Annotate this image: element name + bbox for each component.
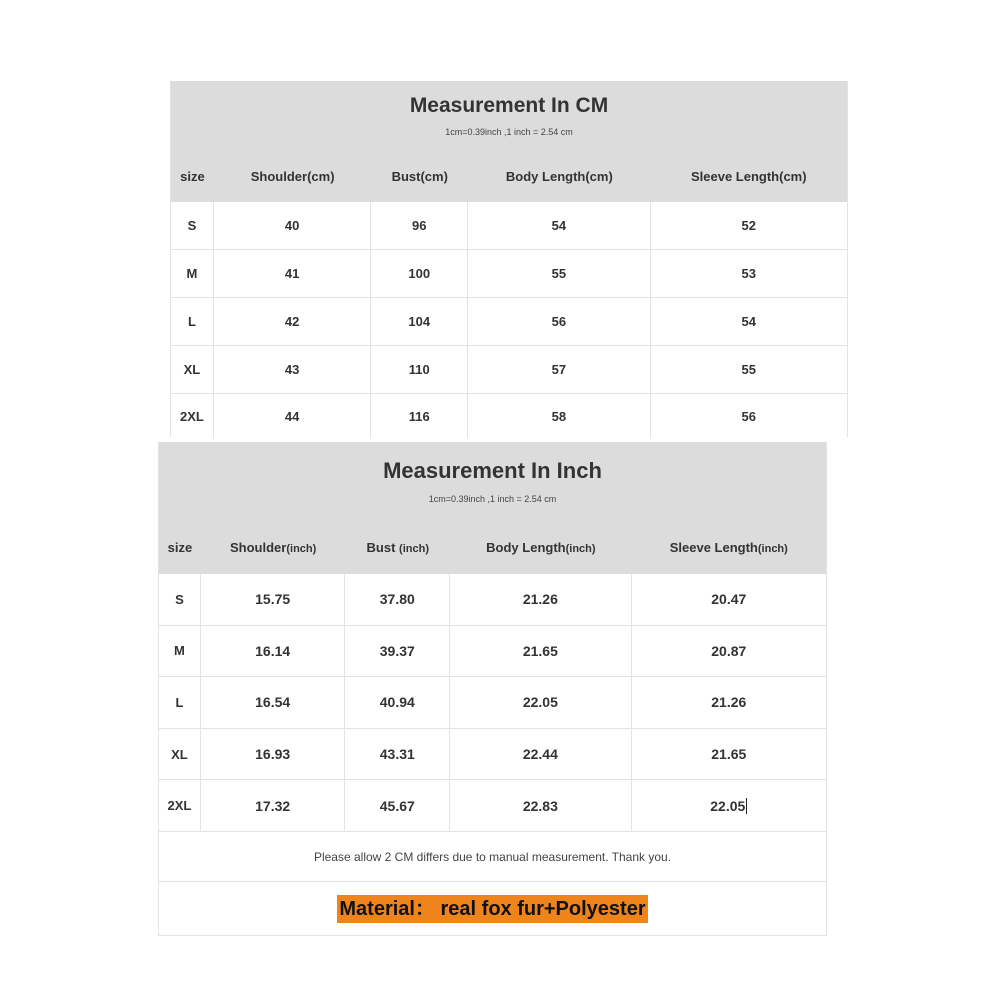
col-header-body-length <box>450 536 631 560</box>
table-row <box>159 626 826 678</box>
bust-cell: 100 <box>371 250 468 297</box>
body-length-cell: 57 <box>468 346 650 393</box>
sleeve-length-cell <box>632 780 826 831</box>
bust-cell: 39.37 <box>345 626 450 677</box>
size-cell: XL <box>171 346 214 393</box>
size-cell: S <box>171 202 214 249</box>
table-row <box>171 346 847 394</box>
bust-cell: 40.94 <box>345 677 450 728</box>
material-row <box>159 882 826 936</box>
body-length-cell: 55 <box>468 250 650 297</box>
col-header-size-label: size <box>167 540 193 555</box>
sleeve-length-cell: 20.87 <box>711 642 747 659</box>
col-header-body-length-unit: (inch) <box>565 543 596 555</box>
table-row <box>159 729 826 781</box>
body-length-cell: 58 <box>468 394 650 438</box>
shoulder-cell: 17.32 <box>201 780 346 831</box>
shoulder-cell: 16.14 <box>201 626 346 677</box>
sleeve-length-cell: 52 <box>741 218 757 233</box>
inch-measurement-table <box>158 442 827 936</box>
size-cell: M <box>159 626 201 677</box>
bust-cell: 37.80 <box>345 574 450 625</box>
table-row <box>159 780 826 832</box>
shoulder-cell: 43 <box>214 346 372 393</box>
sleeve-length-cell: 20.47 <box>711 591 747 608</box>
body-length-cell: 56 <box>468 298 650 345</box>
inch-table-subtitle: 1cm=0.39inch ,1 inch = 2.54 cm <box>428 494 557 504</box>
body-length-cell: 22.83 <box>450 780 631 831</box>
shoulder-cell: 16.54 <box>201 677 346 728</box>
col-header-shoulder-unit: (inch) <box>286 543 317 555</box>
cm-table-header <box>171 81 847 202</box>
bust-cell: 116 <box>371 394 468 438</box>
col-header-sleeve-length-unit: (inch) <box>757 543 788 555</box>
size-cell: L <box>159 677 201 728</box>
body-length-cell: 54 <box>468 202 650 249</box>
table-row <box>171 202 847 250</box>
col-header-size: size <box>180 169 205 184</box>
table-row <box>159 677 826 729</box>
bust-cell: 104 <box>371 298 468 345</box>
bust-cell: 110 <box>371 346 468 393</box>
col-header-shoulder <box>201 536 346 560</box>
material-label: Material： real fox fur+Polyester <box>337 895 647 923</box>
cm-column-headers <box>171 165 847 189</box>
size-cell: S <box>159 574 201 625</box>
measurement-note: Please allow 2 CM differs due to manual measurement. Thank you. <box>159 832 826 882</box>
shoulder-cell: 41 <box>214 250 372 297</box>
cm-table-title: Measurement In CM <box>409 94 609 117</box>
col-header-shoulder-label: Shoulder <box>230 540 287 555</box>
sleeve-length-cell: 56 <box>741 408 757 424</box>
table-row <box>159 574 826 626</box>
body-length-cell: 22.44 <box>450 729 631 780</box>
col-header-body-length-label: Body Length <box>486 540 566 555</box>
sleeve-length-cell: 53 <box>741 266 757 281</box>
col-header-shoulder: Shoulder(cm) <box>250 169 335 184</box>
shoulder-cell: 42 <box>214 298 372 345</box>
size-cell: 2XL <box>159 780 201 831</box>
col-header-sleeve-length: Sleeve Length(cm) <box>690 169 807 184</box>
body-length-cell: 21.65 <box>450 626 631 677</box>
inch-column-headers <box>159 536 826 560</box>
table-row <box>171 394 847 438</box>
shoulder-cell: 16.93 <box>201 729 346 780</box>
col-header-sleeve-length <box>632 536 826 560</box>
col-header-sleeve-length-label: Sleeve Length <box>669 540 758 555</box>
sleeve-length-cell: 55 <box>741 362 757 377</box>
shoulder-cell: 44 <box>214 394 372 438</box>
table-row <box>171 298 847 346</box>
text-cursor <box>746 798 747 814</box>
shoulder-cell: 15.75 <box>201 574 346 625</box>
inch-table-body <box>159 574 826 832</box>
cm-measurement-table <box>170 81 848 437</box>
col-header-size <box>159 536 201 560</box>
cm-table-body <box>171 202 847 438</box>
shoulder-cell: 40 <box>214 202 372 249</box>
size-cell: M <box>171 250 214 297</box>
col-header-bust: Bust(cm) <box>391 169 448 184</box>
bust-cell: 43.31 <box>345 729 450 780</box>
bust-cell: 45.67 <box>345 780 450 831</box>
table-row <box>171 250 847 298</box>
col-header-bust <box>345 536 450 560</box>
cm-table-subtitle: 1cm=0.39inch ,1 inch = 2.54 cm <box>445 127 573 137</box>
sleeve-length-cell: 21.26 <box>711 694 747 711</box>
size-cell: L <box>171 298 214 345</box>
sleeve-length-cell: 21.65 <box>711 746 747 763</box>
sleeve-length-value: 22.05 <box>710 797 746 814</box>
size-cell: XL <box>159 729 201 780</box>
col-header-body-length: Body Length(cm) <box>505 169 613 184</box>
col-header-bust-unit: (inch) <box>399 543 429 555</box>
bust-cell: 96 <box>371 202 468 249</box>
body-length-cell: 21.26 <box>450 574 631 625</box>
inch-table-title: Measurement In Inch <box>383 458 602 483</box>
size-cell: 2XL <box>171 394 214 438</box>
inch-table-header <box>159 442 826 574</box>
sleeve-length-cell: 54 <box>741 314 757 329</box>
body-length-cell: 22.05 <box>450 677 631 728</box>
col-header-bust-label: Bust <box>366 540 400 555</box>
